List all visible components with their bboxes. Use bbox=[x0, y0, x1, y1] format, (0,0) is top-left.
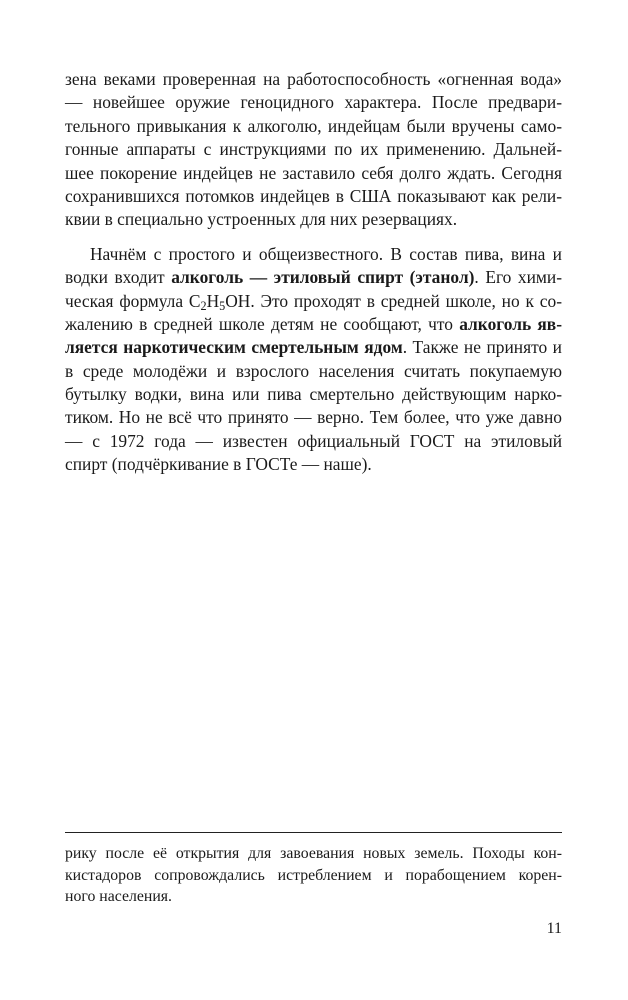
text-run: H bbox=[206, 290, 220, 311]
paragraph-2-line-3 bbox=[65, 290, 562, 313]
formula-subscript: 2 bbox=[200, 298, 207, 313]
paragraph-2-line-6: в среде молодёжи и взрослого населения считать покупаемую bbox=[65, 360, 562, 381]
page-body bbox=[65, 68, 562, 477]
paragraph-2 bbox=[65, 243, 562, 477]
bold-term-alcohol: алкоголь — этиловый спирт (этанол) bbox=[171, 267, 475, 288]
text-run: . Его хими- bbox=[474, 267, 563, 288]
bold-term-poison: ляется наркотическим смертельным ядом bbox=[65, 337, 403, 358]
paragraph-2-line-9: — с 1972 года — известен официальный ГОСТ на этиловый bbox=[65, 430, 562, 451]
text-run: . Также не принято и bbox=[402, 337, 562, 358]
text-run: водки входит bbox=[65, 267, 172, 288]
paragraph-2-line-4 bbox=[65, 313, 562, 336]
paragraph-2-line-10: спирт (подчёркивание в ГОСТе — наше). bbox=[65, 454, 372, 475]
paragraph-1-line-4: гонные аппараты с инструкциями по их применению. Дальней- bbox=[65, 139, 562, 160]
formula-subscript: 5 bbox=[219, 298, 226, 313]
footnote bbox=[65, 843, 562, 908]
footnote-line-2: кистадоров сопровождались истреблением и порабощением корен- bbox=[65, 866, 562, 884]
paragraph-1-line-2: — новейшее оружие геноцидного характера. После предвари- bbox=[65, 92, 562, 113]
paragraph-1-line-5: шее покорение индейцев не заставило себя долго ждать. Сегодня bbox=[65, 162, 562, 183]
paragraph-2-line-5 bbox=[65, 336, 562, 359]
footnote-line-3: ного населения. bbox=[65, 888, 172, 905]
bold-term-poison: алкоголь яв- bbox=[459, 313, 562, 334]
footnote-divider bbox=[65, 832, 562, 833]
footnote-line-1: рику после её открытия для завоевания новых земель. Походы кон- bbox=[65, 845, 562, 862]
paragraph-1-line-3: тельного привыкания к алкоголю, индейцам были вручены само- bbox=[65, 115, 562, 136]
paragraph-2-line-1: Начнём с простого и общеизвестного. В состав пива, вина и bbox=[90, 243, 562, 264]
paragraph-1-line-6: сохранившихся потомков индейцев в США показывают как рели- bbox=[65, 185, 562, 206]
text-run: OH. Это проходят в средней школе, но к со- bbox=[225, 290, 562, 311]
paragraph-1-line-1: зена веками проверенная на работоспособность «огненная вода» bbox=[65, 69, 562, 89]
text-run: жалению в средней школе детям не сообщают, что bbox=[65, 313, 460, 334]
page-number: 11 bbox=[546, 920, 562, 937]
paragraph-2-line-7: бутылку водки, вина или пива смертельно действующим нарко- bbox=[65, 384, 562, 405]
paragraph-2-line-8: тиком. Но не всё что принято — верно. Тем более, что уже давно bbox=[65, 407, 562, 428]
text-run: ческая формула C bbox=[65, 290, 201, 311]
paragraph-1-line-7: квии в специально устроенных для них резервациях. bbox=[65, 209, 458, 230]
paragraph-1 bbox=[65, 68, 562, 232]
paragraph-2-line-2 bbox=[65, 266, 562, 289]
